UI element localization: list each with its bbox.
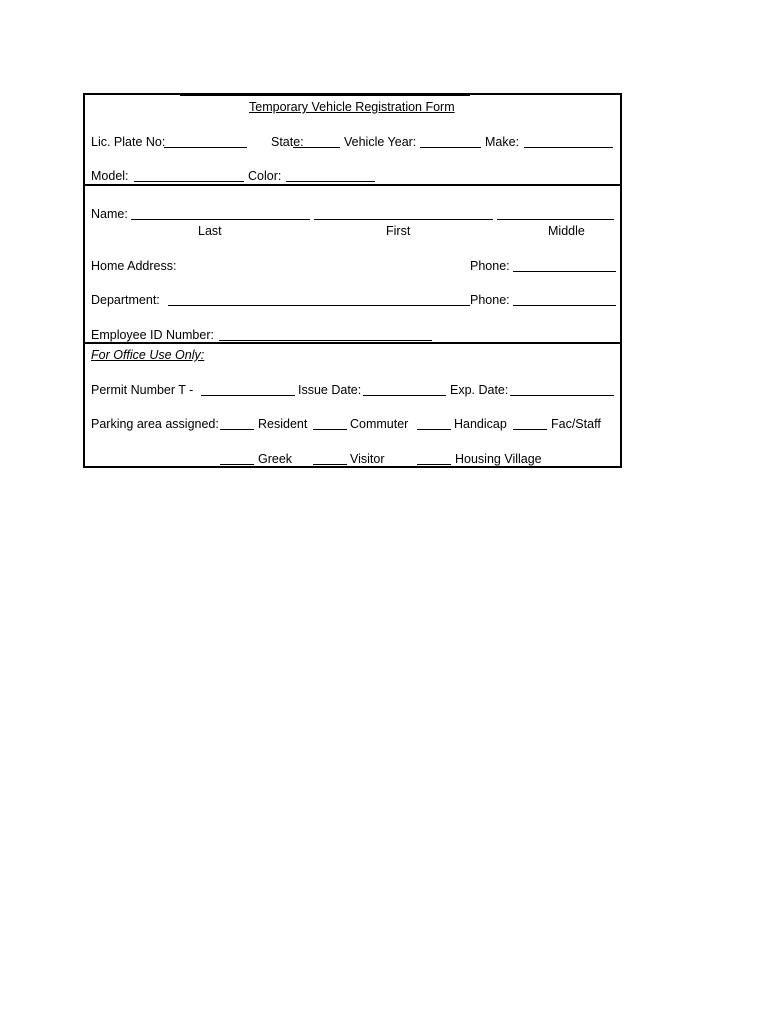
visitor-blank[interactable] — [313, 464, 347, 465]
resident-blank[interactable] — [220, 429, 254, 430]
plate-label: Lic. Plate No: — [91, 135, 166, 149]
fac-staff-option: Fac/Staff — [551, 417, 601, 431]
middle-caption: Middle — [548, 224, 585, 238]
color-field[interactable] — [286, 181, 375, 182]
commuter-option: Commuter — [350, 417, 409, 431]
exp-date-field[interactable] — [510, 395, 614, 396]
first-name-field[interactable] — [314, 219, 493, 220]
middle-name-field[interactable] — [497, 219, 614, 220]
color-label: Color: — [248, 169, 282, 183]
parking-area-label: Parking area assigned: — [91, 417, 219, 431]
handicap-option: Handicap — [454, 417, 507, 431]
exp-date-label: Exp. Date: — [450, 383, 509, 397]
home-address-field[interactable] — [180, 95, 470, 96]
vehicle-registration-form — [83, 93, 622, 468]
permit-number-field[interactable] — [201, 395, 295, 396]
fac-staff-blank[interactable] — [513, 429, 547, 430]
name-label: Name: — [91, 207, 128, 221]
state-label: State: — [271, 135, 304, 149]
section-divider — [85, 342, 620, 344]
model-field[interactable] — [134, 181, 244, 182]
employee-id-label: Employee ID Number: — [91, 328, 214, 342]
permit-number-label: Permit Number T - — [91, 383, 194, 397]
vehicle-year-label: Vehicle Year: — [344, 135, 417, 149]
state-field[interactable] — [293, 147, 340, 148]
last-name-field[interactable] — [131, 219, 310, 220]
housing-village-blank[interactable] — [417, 464, 451, 465]
greek-option: Greek — [258, 452, 293, 466]
home-phone-label: Phone: — [470, 259, 510, 273]
section-divider — [85, 184, 620, 186]
last-caption: Last — [198, 224, 222, 238]
department-phone-label: Phone: — [470, 293, 510, 307]
department-label: Department: — [91, 293, 160, 307]
commuter-blank[interactable] — [313, 429, 347, 430]
employee-id-field[interactable] — [219, 340, 432, 341]
make-label: Make: — [485, 135, 520, 149]
first-caption: First — [386, 224, 411, 238]
greek-blank[interactable] — [220, 464, 254, 465]
office-use-heading: For Office Use Only: — [91, 348, 205, 362]
department-phone-field[interactable] — [513, 305, 616, 306]
home-phone-field[interactable] — [513, 271, 616, 272]
resident-option: Resident — [258, 417, 308, 431]
handicap-blank[interactable] — [417, 429, 451, 430]
department-field[interactable] — [168, 305, 470, 306]
plate-field[interactable] — [164, 147, 247, 148]
issue-date-label: Issue Date: — [298, 383, 362, 397]
housing-village-option: Housing Village — [455, 452, 542, 466]
visitor-option: Visitor — [350, 452, 385, 466]
vehicle-year-field[interactable] — [420, 147, 481, 148]
form-title: Temporary Vehicle Registration Form — [249, 100, 455, 114]
issue-date-field[interactable] — [363, 395, 446, 396]
home-address-label: Home Address: — [91, 259, 177, 273]
make-field[interactable] — [524, 147, 613, 148]
model-label: Model: — [91, 169, 129, 183]
